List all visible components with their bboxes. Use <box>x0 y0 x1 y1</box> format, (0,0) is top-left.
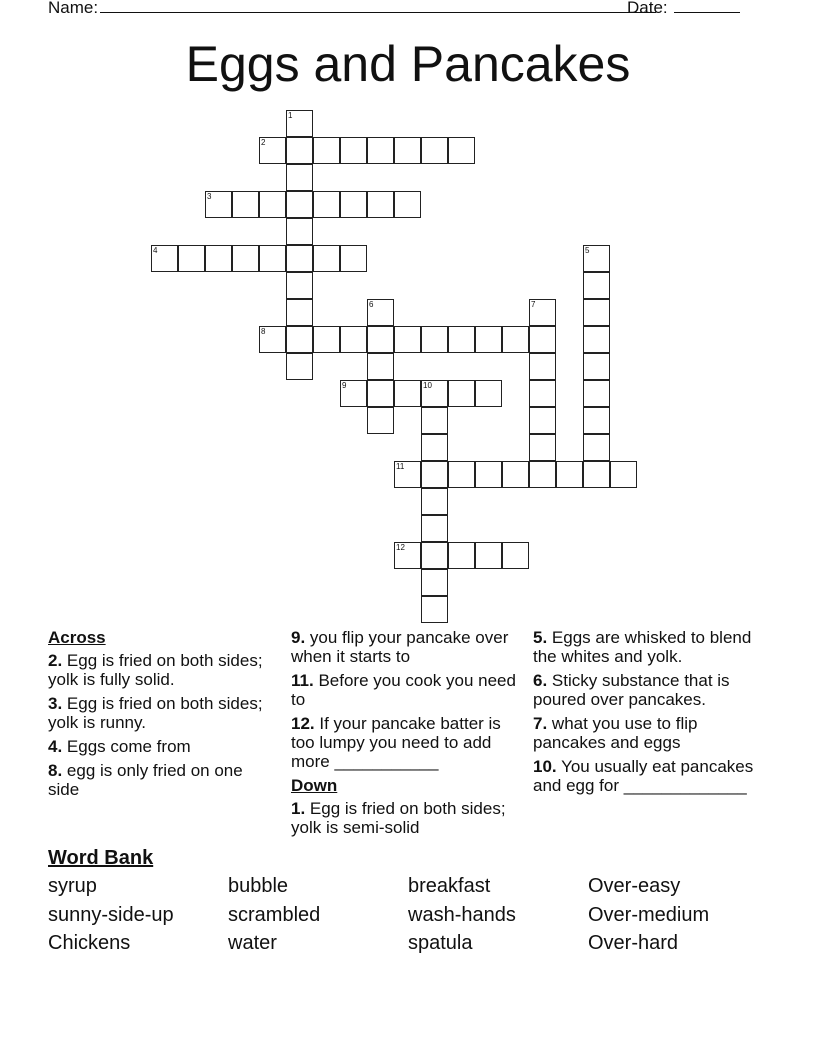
word-bank-word: syrup <box>48 875 97 897</box>
crossword-cell[interactable] <box>151 245 178 272</box>
cell-number: 3 <box>207 192 212 201</box>
clue-across-9 <box>291 628 516 666</box>
clue-across-11 <box>291 671 516 709</box>
crossword-cell[interactable] <box>340 380 367 407</box>
crossword-cell[interactable] <box>340 245 367 272</box>
cell-number: 6 <box>369 300 374 309</box>
cell-number: 7 <box>531 300 536 309</box>
clue-down-7 <box>533 714 758 752</box>
clue-text: what you use to flip pancakes and eggs <box>533 714 698 752</box>
crossword-cell[interactable] <box>529 353 556 380</box>
crossword-cell[interactable] <box>367 326 394 353</box>
clue-number: 11. <box>291 671 314 690</box>
clue-text: Eggs come from <box>66 737 191 756</box>
crossword-cell[interactable] <box>583 326 610 353</box>
crossword-cell[interactable] <box>421 461 448 488</box>
crossword-cell[interactable] <box>313 191 340 218</box>
clue-across-4 <box>48 737 263 756</box>
word-bank-title: Word Bank <box>48 847 154 869</box>
crossword-cell[interactable] <box>475 326 502 353</box>
crossword-cell[interactable] <box>259 326 286 353</box>
crossword-cell[interactable] <box>583 299 610 326</box>
crossword-cell[interactable] <box>448 380 475 407</box>
crossword-cell[interactable] <box>286 218 313 245</box>
crossword-cell[interactable] <box>421 137 448 164</box>
clues-column-2 <box>291 628 516 842</box>
cell-number: 1 <box>288 111 293 120</box>
crossword-cell[interactable] <box>286 110 313 137</box>
crossword-cell[interactable] <box>286 137 313 164</box>
cell-number: 9 <box>342 381 347 390</box>
clue-across-8 <box>48 761 263 799</box>
crossword-cell[interactable] <box>421 407 448 434</box>
word-bank-word: Over-medium <box>588 904 710 926</box>
crossword-cell[interactable] <box>529 434 556 461</box>
crossword-cell[interactable] <box>367 191 394 218</box>
crossword-cell[interactable] <box>340 326 367 353</box>
crossword-cell[interactable] <box>367 380 394 407</box>
crossword-cell[interactable] <box>367 137 394 164</box>
clue-number: 8. <box>48 761 63 780</box>
crossword-cell[interactable] <box>421 380 448 407</box>
date-label: Date: <box>627 0 668 17</box>
down-heading: Down <box>291 776 338 795</box>
clue-text: Eggs are whisked to blend the whites and yolk. <box>533 628 752 666</box>
crossword-cell[interactable] <box>421 434 448 461</box>
clue-text: Egg is fried on both sides; yolk is runny. <box>48 694 263 732</box>
clue-down-10 <box>533 757 758 795</box>
crossword-cell[interactable] <box>421 569 448 596</box>
crossword-cell[interactable] <box>286 245 313 272</box>
word-bank-word: bubble <box>228 875 289 897</box>
crossword-cell[interactable] <box>367 407 394 434</box>
clue-number: 1. <box>291 799 306 818</box>
clue-text: you flip your pancake over when it starts to <box>291 628 509 666</box>
crossword-cell[interactable] <box>394 542 421 569</box>
clue-number: 9. <box>291 628 306 647</box>
crossword-cell[interactable] <box>448 137 475 164</box>
word-bank-word: Over-easy <box>588 875 681 897</box>
crossword-cell[interactable] <box>421 326 448 353</box>
cell-number: 8 <box>261 327 266 336</box>
crossword-cell[interactable] <box>394 137 421 164</box>
crossword-cell[interactable] <box>610 461 637 488</box>
crossword-cell[interactable] <box>205 191 232 218</box>
clue-number: 12. <box>291 714 315 733</box>
cell-number: 4 <box>153 246 158 255</box>
crossword-cell[interactable] <box>340 137 367 164</box>
clue-number: 4. <box>48 737 63 756</box>
crossword-cell[interactable] <box>313 326 340 353</box>
clues-column-3 <box>533 628 758 800</box>
crossword-cell[interactable] <box>286 353 313 380</box>
crossword-cell[interactable] <box>394 191 421 218</box>
clue-number: 3. <box>48 694 63 713</box>
crossword-cell[interactable] <box>286 191 313 218</box>
clue-text: egg is only fried on one side <box>48 761 243 799</box>
crossword-cell[interactable] <box>529 407 556 434</box>
clue-number: 10. <box>533 757 557 776</box>
word-bank-word: wash-hands <box>408 904 516 926</box>
clue-down-5 <box>533 628 758 666</box>
crossword-cell[interactable] <box>421 515 448 542</box>
word-bank-word: Over-hard <box>588 932 679 954</box>
clue-across-12 <box>291 714 516 771</box>
across-heading: Across <box>48 628 106 647</box>
clue-text: You usually eat pancakes and egg for _____________ <box>533 757 754 795</box>
crossword-cell[interactable] <box>286 326 313 353</box>
crossword-cell[interactable] <box>556 461 583 488</box>
word-bank-word: spatula <box>408 932 473 954</box>
crossword-cell[interactable] <box>583 434 610 461</box>
crossword-cell[interactable] <box>583 461 610 488</box>
crossword-cell[interactable] <box>475 380 502 407</box>
crossword-cell[interactable] <box>583 245 610 272</box>
crossword-cell[interactable] <box>367 353 394 380</box>
crossword-cell[interactable] <box>421 488 448 515</box>
cell-number: 10 <box>423 381 432 390</box>
crossword-cell[interactable] <box>313 245 340 272</box>
clue-across-2 <box>48 651 263 689</box>
crossword-cell[interactable] <box>421 596 448 623</box>
clue-down-6 <box>533 671 758 709</box>
clue-number: 5. <box>533 628 548 647</box>
crossword-cell[interactable] <box>448 461 475 488</box>
crossword-cell[interactable] <box>259 245 286 272</box>
crossword-cell[interactable] <box>259 191 286 218</box>
crossword-cell[interactable] <box>529 461 556 488</box>
word-bank-word: breakfast <box>408 875 491 897</box>
cell-number: 11 <box>396 462 405 471</box>
page-title: Eggs and Pancakes <box>185 36 631 92</box>
clue-text: Sticky substance that is poured over pancakes. <box>533 671 730 709</box>
crossword-cell[interactable] <box>286 272 313 299</box>
crossword-cell[interactable] <box>475 542 502 569</box>
name-label: Name: <box>48 0 99 17</box>
clue-text: If your pancake batter is too lumpy you need to add more ___________ <box>291 714 501 771</box>
crossword-cell[interactable] <box>286 164 313 191</box>
clue-text: Egg is fried on both sides; yolk is semi-solid <box>291 799 506 837</box>
crossword-cell[interactable] <box>205 245 232 272</box>
word-bank-word: scrambled <box>228 904 321 926</box>
crossword-cell[interactable] <box>448 326 475 353</box>
crossword-cell[interactable] <box>421 542 448 569</box>
crossword-cell[interactable] <box>502 461 529 488</box>
crossword-cell[interactable] <box>394 461 421 488</box>
crossword-cell[interactable] <box>367 299 394 326</box>
crossword-cell[interactable] <box>475 461 502 488</box>
crossword-cell[interactable] <box>583 380 610 407</box>
word-bank-word: water <box>228 932 277 954</box>
cell-number: 5 <box>585 246 590 255</box>
clue-number: 6. <box>533 671 548 690</box>
crossword-cell[interactable] <box>502 326 529 353</box>
word-bank-word: Chickens <box>48 932 131 954</box>
crossword-cell[interactable] <box>529 299 556 326</box>
crossword-cell[interactable] <box>583 353 610 380</box>
crossword-cell[interactable] <box>529 326 556 353</box>
crossword-cell[interactable] <box>232 191 259 218</box>
crossword-cell[interactable] <box>259 137 286 164</box>
crossword-cell[interactable] <box>502 542 529 569</box>
clue-number: 2. <box>48 651 63 670</box>
crossword-cell[interactable] <box>232 245 259 272</box>
clue-across-3 <box>48 694 263 732</box>
clue-text: Egg is fried on both sides; yolk is fully solid. <box>48 651 263 689</box>
crossword-cell[interactable] <box>394 326 421 353</box>
crossword-cell[interactable] <box>529 380 556 407</box>
word-bank-word: sunny-side-up <box>48 904 174 926</box>
clues-column-1 <box>48 628 263 804</box>
crossword-cell[interactable] <box>286 299 313 326</box>
crossword-cell[interactable] <box>448 542 475 569</box>
crossword-cell[interactable] <box>394 380 421 407</box>
clue-number: 7. <box>533 714 548 733</box>
crossword-cell[interactable] <box>178 245 205 272</box>
clue-down-1 <box>291 799 516 837</box>
crossword-cell[interactable] <box>583 407 610 434</box>
crossword-cell[interactable] <box>313 137 340 164</box>
crossword-cell[interactable] <box>340 191 367 218</box>
cell-number: 2 <box>261 138 266 147</box>
clue-text: Before you cook you need to <box>291 671 516 709</box>
cell-number: 12 <box>396 543 405 552</box>
crossword-cell[interactable] <box>583 272 610 299</box>
